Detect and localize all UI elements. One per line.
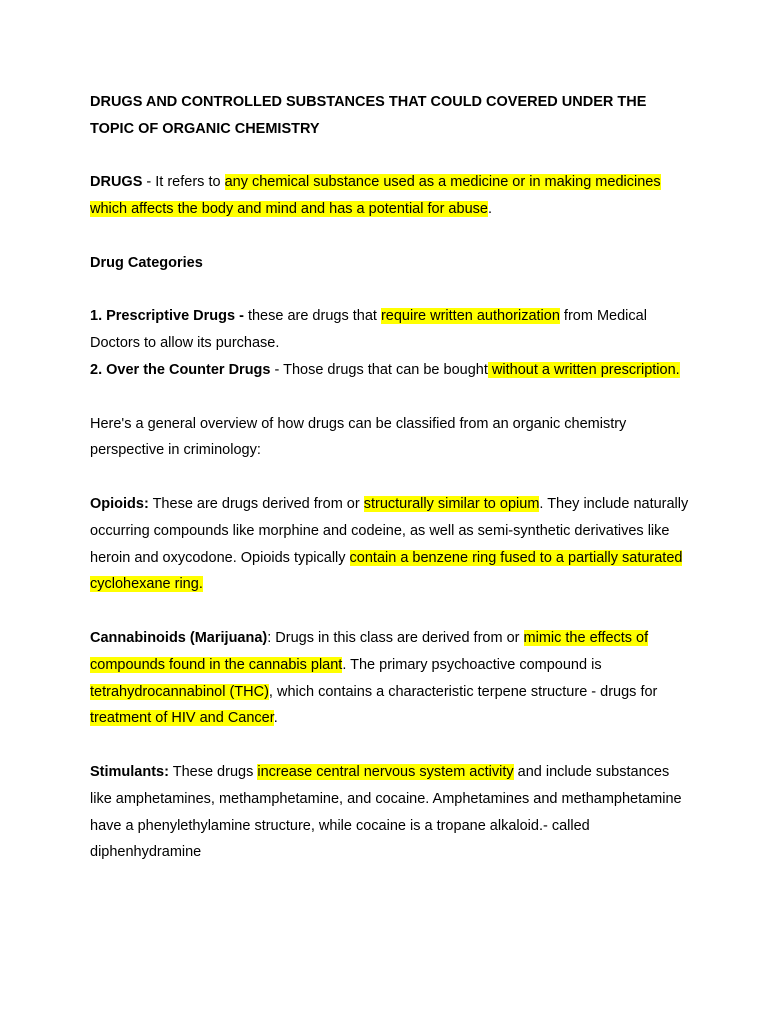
category-2-pre: - Those drugs that can be bought [270,361,488,378]
cannabinoids-paragraph [90,625,690,732]
spacer [90,143,690,170]
cannabinoids-highlight-3: treatment of HIV and Cancer [90,710,274,727]
category-1-pre: these are drugs that [243,308,381,325]
category-1-term: 1. Prescriptive Drugs - [90,308,244,325]
opioids-highlight-1: structurally similar to opium [363,495,540,512]
cannabinoids-term: Cannabinoids (Marijuana) [90,629,268,646]
opioids-pre: These are drugs derived from or [148,495,364,512]
category-2-term: 2. Over the Counter Drugs [90,361,271,378]
document-body [90,89,690,866]
stimulants-pre: These drugs [168,763,258,780]
cannabinoids-mid-1: . The primary psychoactive compound is [342,656,602,673]
stimulants-post: and include substances like amphetamines, methamphetamine, and cocaine. Amphetamines and methamphetamine have a phenylethylamine structure, while cocaine is a tropane alkaloid.- called diphenhydramine [90,763,682,861]
category-1-highlight: require written authorization [380,308,560,325]
drugs-def-highlight: any chemical substance used as a medicine or in making medicines which affects the body and mind and has a potential for abuse [90,174,661,218]
spacer [90,732,690,759]
cannabinoids-pre: : Drugs in this class are derived from or [267,629,524,646]
category-2 [90,357,690,384]
spacer [90,277,690,304]
spacer [90,598,690,625]
drugs-def-post: . [487,201,492,218]
cannabinoids-highlight-2: tetrahydrocannabinol (THC) [90,683,269,700]
category-1 [90,303,690,357]
drugs-def-pre: - It refers to [142,174,225,191]
stimulants-highlight: increase central nervous system activity [257,763,514,780]
category-2-highlight: without a written prescription. [487,361,680,378]
cannabinoids-highlight-1: mimic the effects of compounds found in the cannabis plant [90,629,649,673]
opioids-term: Opioids: [90,495,149,512]
drugs-definition [90,169,690,223]
stimulants-paragraph [90,759,690,866]
stimulants-term: Stimulants: [90,763,169,780]
category-1-post: from Medical Doctors to allow its purchase. [90,308,647,352]
categories-heading: Drug Categories [90,254,203,271]
drugs-term: DRUGS [90,174,143,191]
opioids-paragraph [90,491,690,598]
cannabinoids-mid-2: , which contains a characteristic terpene structure - drugs for [268,683,658,700]
opioids-mid: . They include naturally occurring compounds like morphine and codeine, as well as semi-synthetic derivatives like heroin and oxycodone. Opioids typically [90,495,689,566]
spacer [90,384,690,411]
opioids-highlight-2: contain a benzene ring fused to a partially saturated cyclohexane ring. [90,549,683,593]
spacer [90,464,690,491]
spacer [90,223,690,250]
overview-paragraph: Here's a general overview of how drugs can be classified from an organic chemistry perspective in criminology: [90,415,627,459]
document-title: DRUGS AND CONTROLLED SUBSTANCES THAT COULD COVERED UNDER THE TOPIC OF ORGANIC CHEMISTRY [90,94,647,137]
cannabinoids-post: . [273,710,278,727]
